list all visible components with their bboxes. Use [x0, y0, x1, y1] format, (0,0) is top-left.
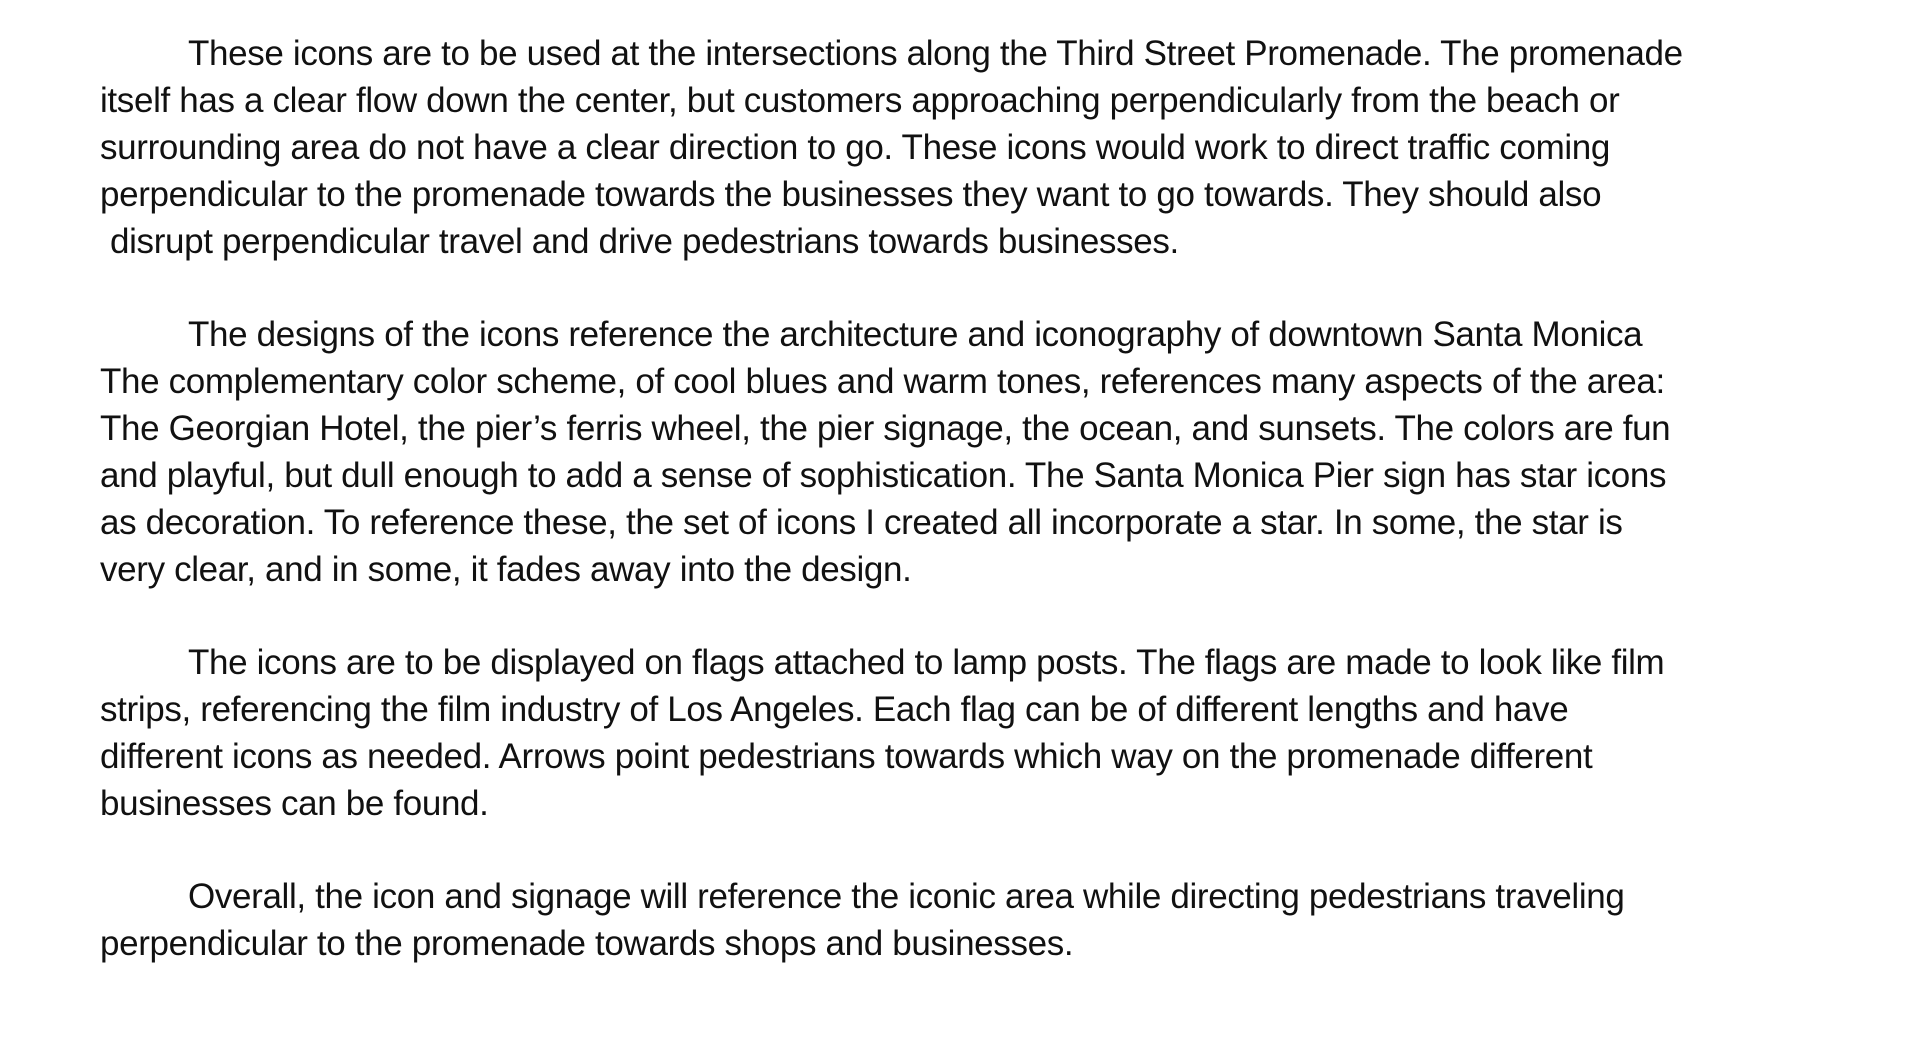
- paragraph-intersections: [100, 30, 1880, 265]
- text-line: very clear, and in some, it fades away into the design.: [100, 550, 912, 589]
- text-line: strips, referencing the film industry of Los Angeles. Each flag can be of different lengths and have: [100, 690, 1569, 729]
- text-line: disrupt perpendicular travel and drive pedestrians towards businesses.: [110, 222, 1179, 261]
- text-line: itself has a clear flow down the center, but customers approaching perpendicularly from the beach or: [100, 81, 1620, 120]
- text-line: The icons are to be displayed on flags attached to lamp posts. The flags are made to look like film: [188, 643, 1665, 682]
- paragraph-designs: [100, 311, 1880, 593]
- text-line: The Georgian Hotel, the pier’s ferris wheel, the pier signage, the ocean, and sunsets. The colors are fun: [100, 409, 1671, 448]
- text-line: Overall, the icon and signage will reference the iconic area while directing pedestrians traveling: [188, 877, 1625, 916]
- text-line: as decoration. To reference these, the set of icons I created all incorporate a star. In some, the star is: [100, 503, 1623, 542]
- text-line: perpendicular to the promenade towards shops and businesses.: [100, 924, 1074, 963]
- paragraph-overall: [100, 873, 1880, 967]
- text-line: and playful, but dull enough to add a sense of sophistication. The Santa Monica Pier sign has star icons: [100, 456, 1667, 495]
- paragraph-flags: [100, 639, 1880, 827]
- text-line: surrounding area do not have a clear direction to go. These icons would work to direct traffic coming: [100, 128, 1611, 167]
- text-line: perpendicular to the promenade towards the businesses they want to go towards. They should also: [100, 175, 1602, 214]
- text-line: The complementary color scheme, of cool blues and warm tones, references many aspects of the area:: [100, 362, 1665, 401]
- text-line: The designs of the icons reference the architecture and iconography of downtown Santa Monica: [188, 315, 1643, 354]
- text-line: businesses can be found.: [100, 784, 489, 823]
- text-line: These icons are to be used at the intersections along the Third Street Promenade. The promenade: [188, 34, 1683, 73]
- text-line: different icons as needed. Arrows point pedestrians towards which way on the promenade different: [100, 737, 1593, 776]
